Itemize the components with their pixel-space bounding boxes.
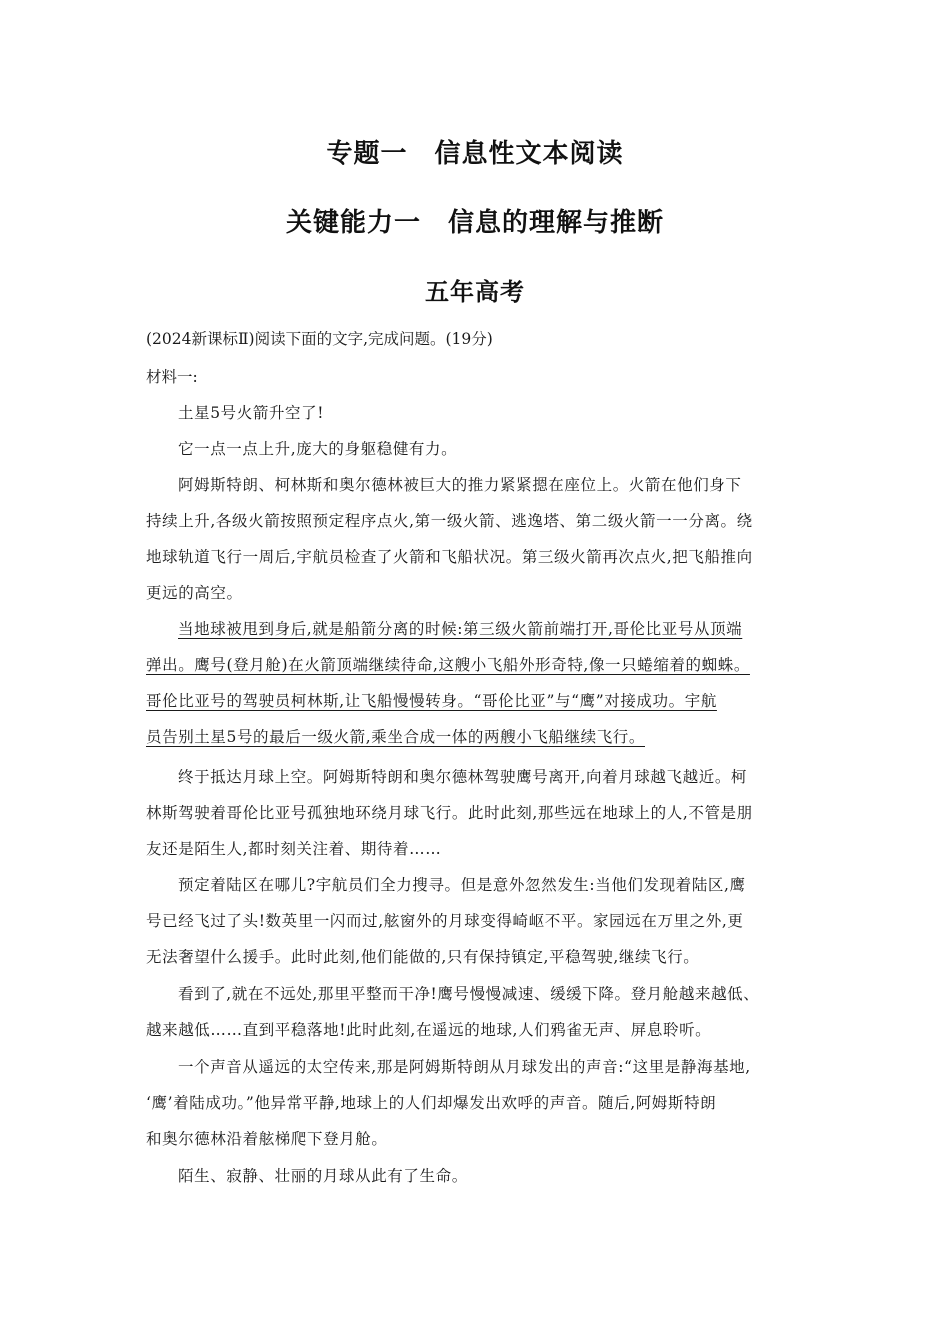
paragraph-line: 一个声音从遥远的太空传来,那是阿姆斯特朗从月球发出的声音:“这里是静海基地, <box>178 1058 751 1076</box>
paragraph-line: 和奥尔德林沿着舷梯爬下登月舱。 <box>146 1130 388 1148</box>
paragraph-line: 越来越低……直到平稳落地!此时此刻,在遥远的地球,人们鸦雀无声、屏息聆听。 <box>146 1021 712 1039</box>
underlined-line: 当地球被甩到身后,就是船箭分离的时候:第三级火箭前端打开,哥伦比亚号从顶端 <box>178 620 743 638</box>
ability-heading: 关键能力一 信息的理解与推断 <box>285 208 664 238</box>
underlined-line: 哥伦比亚号的驾驶员柯林斯,让飞船慢慢转身。“哥伦比亚”与“鹰”对接成功。宇航 <box>146 692 717 710</box>
paragraph-line: 持续上升,各级火箭按照预定程序点火,第一级火箭、逃逸塔、第二级火箭一一分离。绕 <box>146 512 753 530</box>
paragraph-line: 预定着陆区在哪儿?宇航员们全力搜寻。但是意外忽然发生:当他们发现着陆区,鹰 <box>178 876 746 894</box>
paragraph-line: 陌生、寂静、壮丽的月球从此有了生命。 <box>178 1167 468 1185</box>
paragraph-line: 它一点一点上升,庞大的身躯稳健有力。 <box>178 440 458 458</box>
paragraph-line: 号已经飞过了头!数英里一闪而过,舷窗外的月球变得崎岖不平。家园远在万里之外,更 <box>146 912 744 930</box>
material-label: 材料一: <box>146 368 198 386</box>
section-heading: 五年高考 <box>425 278 525 306</box>
underlined-line: 弹出。鹰号(登月舱)在火箭顶端继续待命,这艘小飞船外形奇特,像一只蜷缩着的蜘蛛。 <box>146 656 750 674</box>
paragraph-line: 终于抵达月球上空。阿姆斯特朗和奥尔德林驾驶鹰号离开,向着月球越飞越近。柯 <box>178 768 748 786</box>
underlined-line: 员告别土星5号的最后一级火箭,乘坐合成一体的两艘小飞船继续飞行。 <box>146 728 645 746</box>
paragraph-line: 更远的高空。 <box>146 584 243 602</box>
paragraph-line: 土星5号火箭升空了! <box>178 404 325 422</box>
question-intro: (2024新课标Ⅱ)阅读下面的文字,完成问题。(19分) <box>146 330 493 348</box>
paragraph-line: 无法奢望什么援手。此时此刻,他们能做的,只有保持镇定,平稳驾驶,继续飞行。 <box>146 948 700 966</box>
paragraph-line: 林斯驾驶着哥伦比亚号孤独地环绕月球飞行。此时此刻,那些远在地球上的人,不管是朋 <box>146 804 753 822</box>
paragraph-line: 地球轨道飞行一周后,宇航员检查了火箭和飞船状况。第三级火箭再次点火,把飞船推向 <box>146 548 753 566</box>
paragraph-line: ‘鹰’着陆成功。”他异常平静,地球上的人们却爆发出欢呼的声音。随后,阿姆斯特朗 <box>146 1094 717 1112</box>
paragraph-line: 友还是陌生人,都时刻关注着、期待着…… <box>146 840 442 858</box>
paragraph-line: 阿姆斯特朗、柯林斯和奥尔德林被巨大的推力紧紧摁在座位上。火箭在他们身下 <box>178 476 742 494</box>
topic-heading: 专题一 信息性文本阅读 <box>326 139 624 169</box>
paragraph-line: 看到了,就在不远处,那里平整而干净!鹰号慢慢减速、缓缓下降。登月舱越来越低、 <box>178 985 760 1003</box>
